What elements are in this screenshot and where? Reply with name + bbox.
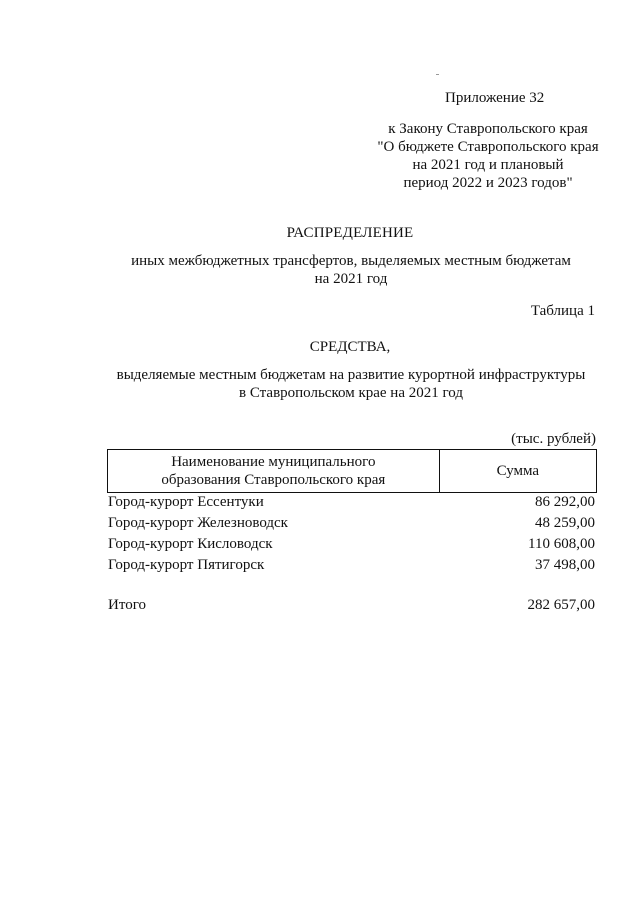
law-reference-line: "О бюджете Ставропольского края xyxy=(377,139,599,155)
law-reference-line: на 2021 год и плановый xyxy=(412,157,564,173)
document-title: РАСПРЕДЕЛЕНИЕ xyxy=(286,225,414,241)
appendix-title: Приложение 32 xyxy=(445,90,545,106)
section-subtitle-line: в Ставропольском крае на 2021 год xyxy=(239,385,463,401)
row-name: Город-курорт Пятигорск xyxy=(108,557,265,573)
law-reference-line: период 2022 и 2023 годов" xyxy=(403,175,573,191)
row-sum: 37 498,00 xyxy=(535,557,595,573)
column-header-sum: Сумма xyxy=(439,450,596,493)
row-name: Город-курорт Ессентуки xyxy=(108,494,264,510)
column-header-name-line: образования Ставропольского края xyxy=(161,472,386,488)
units-label: (тыс. рублей) xyxy=(511,431,596,447)
row-name: Город-курорт Железноводск xyxy=(108,515,288,531)
total-row xyxy=(108,596,595,614)
row-name: Город-курорт Кисловодск xyxy=(108,536,273,552)
section-subtitle xyxy=(40,366,640,402)
table-body xyxy=(108,492,595,576)
table-row xyxy=(108,555,595,576)
section-title: СРЕДСТВА, xyxy=(309,339,391,355)
total-label: Итого xyxy=(108,597,146,613)
document-subtitle-line: на 2021 год xyxy=(314,271,388,287)
table-label: Таблица 1 xyxy=(530,303,595,319)
law-reference xyxy=(360,120,616,192)
table-row xyxy=(108,513,595,534)
row-sum: 110 608,00 xyxy=(528,536,595,552)
table-row xyxy=(108,534,595,555)
section-subtitle-line: выделяемые местным бюджетам на развитие курортной инфраструктуры xyxy=(116,367,586,383)
document-subtitle-line: иных межбюджетных трансфертов, выделяемых местным бюджетам xyxy=(131,253,571,269)
margin-mark xyxy=(436,74,439,75)
column-header-name-line: Наименование муниципального xyxy=(171,454,376,470)
total-sum: 282 657,00 xyxy=(527,597,595,613)
document-subtitle xyxy=(40,252,640,288)
law-reference-line: к Закону Ставропольского края xyxy=(388,121,588,137)
column-header-name xyxy=(108,450,440,493)
table-header xyxy=(107,449,597,493)
row-sum: 48 259,00 xyxy=(535,515,595,531)
row-sum: 86 292,00 xyxy=(535,494,595,510)
table-row xyxy=(108,492,595,513)
